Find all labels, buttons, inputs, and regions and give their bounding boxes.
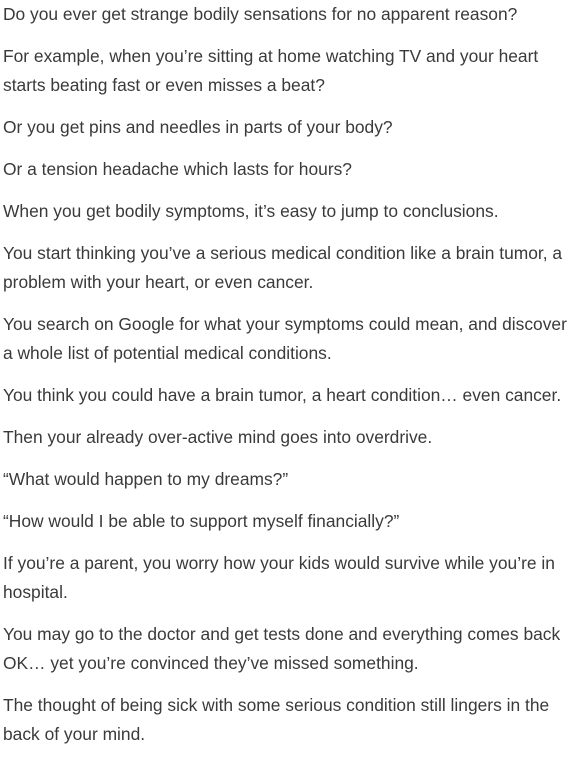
paragraph-10: “What would happen to my dreams?” bbox=[3, 469, 289, 489]
paragraph-7: You search on Google for what your symptoms could mean, and discover a whole list of potential medical conditions. bbox=[3, 314, 567, 363]
paragraph-2: For example, when you’re sitting at home watching TV and your heart starts beating fast or even misses a beat? bbox=[3, 46, 539, 95]
paragraph-5: When you get bodily symptoms, it’s easy to jump to conclusions. bbox=[3, 201, 499, 221]
paragraph-4: Or a tension headache which lasts for hours? bbox=[3, 159, 352, 179]
paragraph-9: Then your already over-active mind goes into overdrive. bbox=[3, 427, 433, 447]
paragraph-14: The thought of being sick with some serious condition still lingers in the back of your mind. bbox=[3, 695, 550, 744]
paragraph-12: If you’re a parent, you worry how your kids would survive while you’re in hospital. bbox=[3, 553, 555, 602]
paragraph-11: “How would I be able to support myself financially?” bbox=[3, 511, 400, 531]
paragraph-1: Do you ever get strange bodily sensations for no apparent reason? bbox=[3, 4, 518, 24]
paragraph-8: You think you could have a brain tumor, a heart condition… even cancer. bbox=[3, 385, 562, 405]
paragraph-13: You may go to the doctor and get tests done and everything comes back OK… yet you’re convinced they’ve missed something. bbox=[3, 624, 561, 673]
paragraph-6: You start thinking you’ve a serious medical condition like a brain tumor, a problem with your heart, or even cancer. bbox=[3, 243, 563, 292]
paragraph-3: Or you get pins and needles in parts of your body? bbox=[3, 117, 393, 137]
